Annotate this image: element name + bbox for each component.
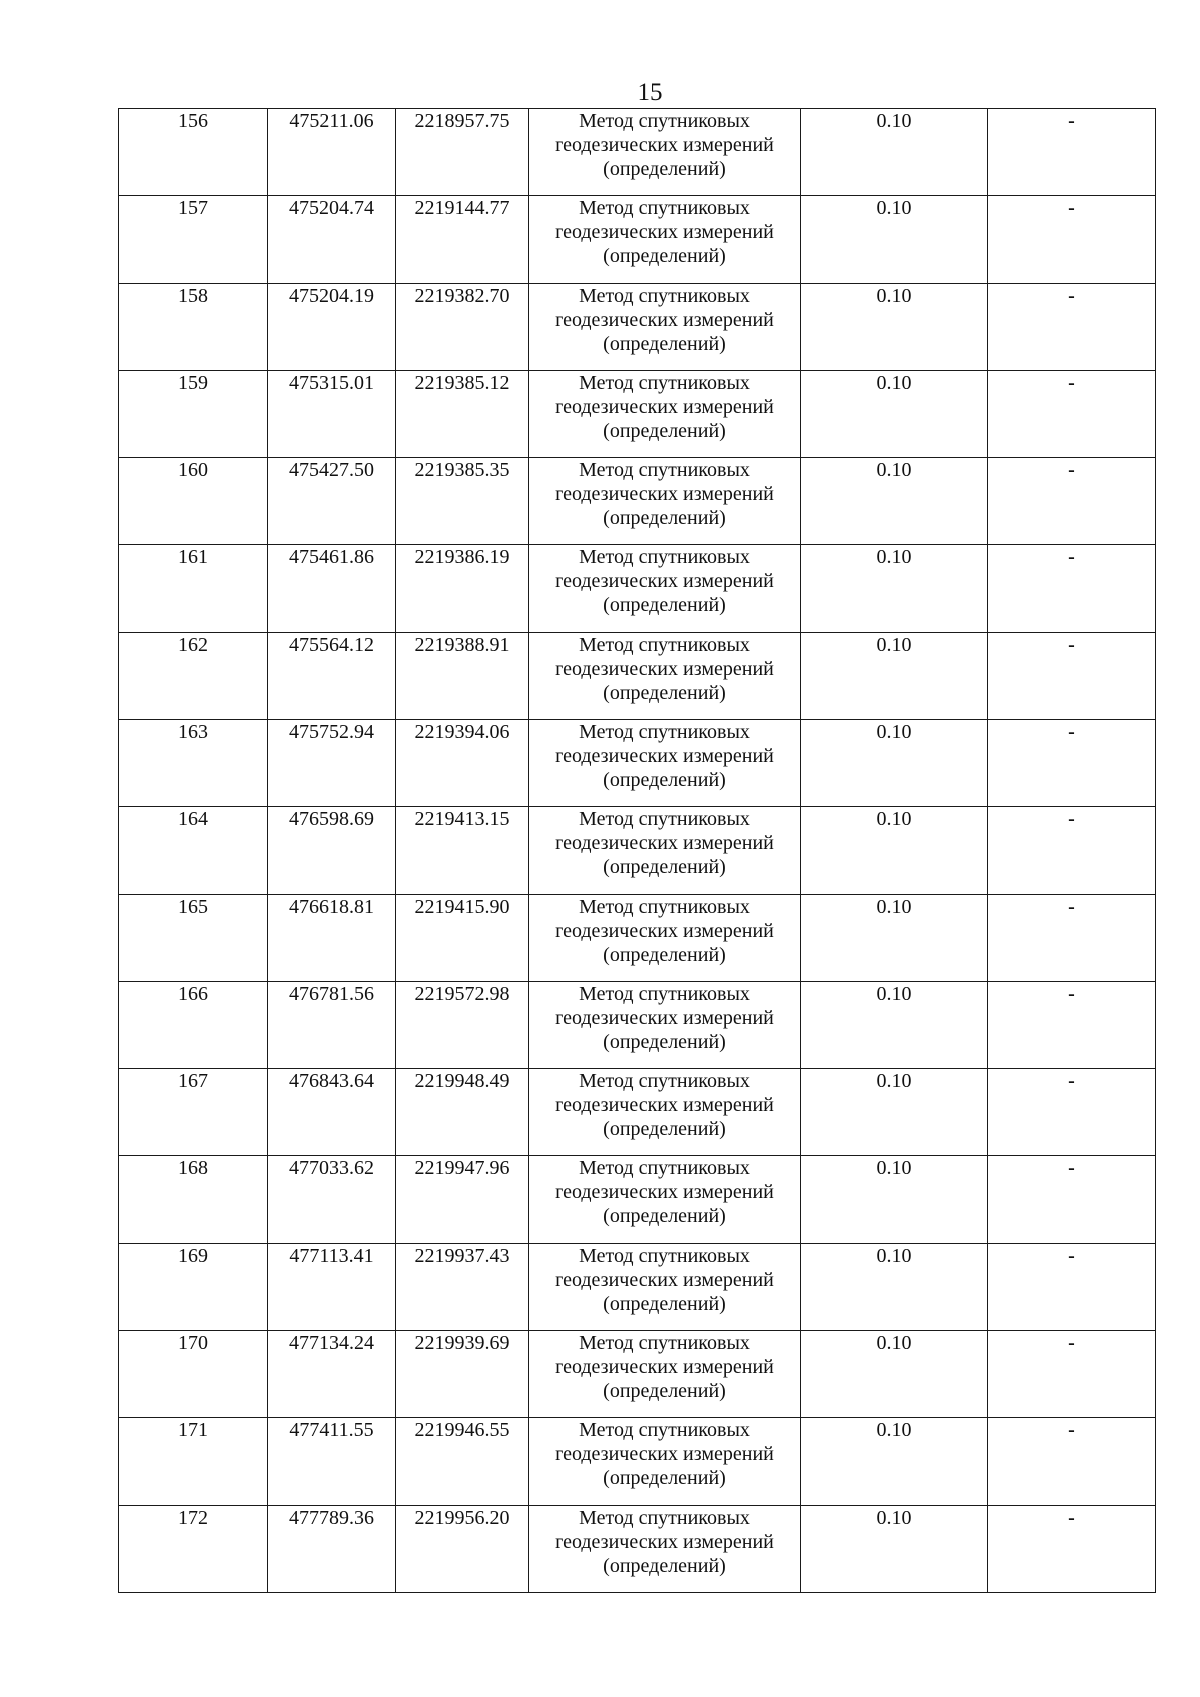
method-text-line: Метод спутниковых xyxy=(579,1419,750,1442)
method-text-line: Метод спутниковых xyxy=(579,808,750,831)
method-text-line: Метод спутниковых xyxy=(579,1070,750,1093)
y-coordinate-cell: 2219572.98 xyxy=(396,981,529,1068)
note-cell: - xyxy=(988,458,1156,545)
method-cell xyxy=(529,981,801,1068)
method-text-line: геодезических измерений xyxy=(555,570,774,593)
accuracy-cell: 0.10 xyxy=(801,109,988,196)
method-cell xyxy=(529,283,801,370)
note-cell: - xyxy=(988,1243,1156,1330)
point-number-cell: 160 xyxy=(119,458,268,545)
accuracy-cell: 0.10 xyxy=(801,719,988,806)
accuracy-cell: 0.10 xyxy=(801,1243,988,1330)
method-cell xyxy=(529,109,801,196)
x-coordinate-cell: 477789.36 xyxy=(268,1505,396,1593)
method-text-line: геодезических измерений xyxy=(555,1006,774,1029)
point-number-cell: 165 xyxy=(119,894,268,981)
note-cell: - xyxy=(988,1069,1156,1156)
method-cell xyxy=(529,196,801,283)
table-body xyxy=(119,109,1156,1593)
y-coordinate-cell: 2219413.15 xyxy=(396,807,529,894)
point-number-cell: 164 xyxy=(119,807,268,894)
method-text-line: Метод спутниковых xyxy=(579,110,750,132)
y-coordinate-cell: 2219956.20 xyxy=(396,1505,529,1593)
method-text-line: Метод спутниковых xyxy=(579,982,750,1005)
coordinates-table xyxy=(118,108,1156,1593)
method-text-line: геодезических измерений xyxy=(555,308,774,331)
point-number-cell: 166 xyxy=(119,981,268,1068)
note-cell: - xyxy=(988,1156,1156,1243)
x-coordinate-cell: 477411.55 xyxy=(268,1418,396,1505)
method-text-line: Метод спутниковых xyxy=(579,1506,750,1529)
accuracy-cell: 0.10 xyxy=(801,458,988,545)
method-cell xyxy=(529,1243,801,1330)
table-row xyxy=(119,458,1156,545)
method-text-line: геодезических измерений xyxy=(555,919,774,942)
point-number-cell: 169 xyxy=(119,1243,268,1330)
method-cell xyxy=(529,632,801,719)
table-row xyxy=(119,283,1156,370)
table-row xyxy=(119,109,1156,196)
x-coordinate-cell: 475204.74 xyxy=(268,196,396,283)
table-row xyxy=(119,719,1156,806)
table-row xyxy=(119,196,1156,283)
method-text-line: геодезических измерений xyxy=(555,395,774,418)
x-coordinate-cell: 475204.19 xyxy=(268,283,396,370)
method-text-line: геодезических измерений xyxy=(555,744,774,767)
method-text-line: (определений) xyxy=(603,594,726,617)
point-number-cell: 163 xyxy=(119,719,268,806)
point-number-cell: 168 xyxy=(119,1156,268,1243)
method-text-line: (определений) xyxy=(603,681,726,704)
note-cell: - xyxy=(988,981,1156,1068)
note-cell: - xyxy=(988,894,1156,981)
method-cell xyxy=(529,1069,801,1156)
accuracy-cell: 0.10 xyxy=(801,283,988,370)
y-coordinate-cell: 2219946.55 xyxy=(396,1418,529,1505)
accuracy-cell: 0.10 xyxy=(801,1330,988,1417)
method-cell xyxy=(529,1156,801,1243)
method-text-line: (определений) xyxy=(603,768,726,791)
note-cell: - xyxy=(988,1418,1156,1505)
note-cell: - xyxy=(988,283,1156,370)
note-cell: - xyxy=(988,545,1156,632)
method-text-line: (определений) xyxy=(603,332,726,355)
table-row xyxy=(119,981,1156,1068)
point-number-cell: 167 xyxy=(119,1069,268,1156)
note-cell: - xyxy=(988,196,1156,283)
method-cell xyxy=(529,894,801,981)
y-coordinate-cell: 2219939.69 xyxy=(396,1330,529,1417)
point-number-cell: 158 xyxy=(119,283,268,370)
table-row xyxy=(119,1156,1156,1243)
method-text-line: (определений) xyxy=(603,419,726,442)
method-text-line: геодезических измерений xyxy=(555,1355,774,1378)
note-cell: - xyxy=(988,1505,1156,1593)
x-coordinate-cell: 477134.24 xyxy=(268,1330,396,1417)
method-text-line: (определений) xyxy=(603,1118,726,1141)
table-row xyxy=(119,894,1156,981)
accuracy-cell: 0.10 xyxy=(801,1505,988,1593)
method-text-line: геодезических измерений xyxy=(555,483,774,506)
point-number-cell: 157 xyxy=(119,196,268,283)
y-coordinate-cell: 2218957.75 xyxy=(396,109,529,196)
method-cell xyxy=(529,370,801,457)
y-coordinate-cell: 2219415.90 xyxy=(396,894,529,981)
page-number: 15 xyxy=(637,79,663,106)
method-text-line: геодезических измерений xyxy=(555,657,774,680)
accuracy-cell: 0.10 xyxy=(801,196,988,283)
table-row xyxy=(119,1505,1156,1593)
note-cell: - xyxy=(988,632,1156,719)
point-number-cell: 172 xyxy=(119,1505,268,1593)
note-cell: - xyxy=(988,719,1156,806)
table-row xyxy=(119,1243,1156,1330)
table-row xyxy=(119,807,1156,894)
accuracy-cell: 0.10 xyxy=(801,807,988,894)
method-text-line: (определений) xyxy=(603,1467,726,1490)
y-coordinate-cell: 2219948.49 xyxy=(396,1069,529,1156)
method-text-line: Метод спутниковых xyxy=(579,371,750,394)
x-coordinate-cell: 476618.81 xyxy=(268,894,396,981)
method-text-line: геодезических измерений xyxy=(555,1181,774,1204)
method-text-line: (определений) xyxy=(603,1379,726,1402)
note-cell: - xyxy=(988,370,1156,457)
accuracy-cell: 0.10 xyxy=(801,1418,988,1505)
method-cell xyxy=(529,807,801,894)
method-text-line: Метод спутниковых xyxy=(579,284,750,307)
method-text-line: Метод спутниковых xyxy=(579,1331,750,1354)
y-coordinate-cell: 2219385.35 xyxy=(396,458,529,545)
method-text-line: геодезических измерений xyxy=(555,134,774,156)
y-coordinate-cell: 2219937.43 xyxy=(396,1243,529,1330)
y-coordinate-cell: 2219947.96 xyxy=(396,1156,529,1243)
method-text-line: (определений) xyxy=(603,245,726,268)
method-text-line: геодезических измерений xyxy=(555,221,774,244)
accuracy-cell: 0.10 xyxy=(801,545,988,632)
method-text-line: геодезических измерений xyxy=(555,1530,774,1553)
method-text-line: (определений) xyxy=(603,1205,726,1228)
y-coordinate-cell: 2219386.19 xyxy=(396,545,529,632)
accuracy-cell: 0.10 xyxy=(801,1069,988,1156)
point-number-cell: 159 xyxy=(119,370,268,457)
x-coordinate-cell: 477113.41 xyxy=(268,1243,396,1330)
coordinates-table-container xyxy=(118,108,1155,1593)
method-cell xyxy=(529,719,801,806)
table-row xyxy=(119,370,1156,457)
x-coordinate-cell: 475752.94 xyxy=(268,719,396,806)
note-cell: - xyxy=(988,109,1156,196)
y-coordinate-cell: 2219144.77 xyxy=(396,196,529,283)
accuracy-cell: 0.10 xyxy=(801,1156,988,1243)
method-text-line: (определений) xyxy=(603,943,726,966)
method-text-line: Метод спутниковых xyxy=(579,459,750,482)
method-text-line: Метод спутниковых xyxy=(579,1244,750,1267)
note-cell: - xyxy=(988,1330,1156,1417)
method-text-line: (определений) xyxy=(603,1030,726,1053)
x-coordinate-cell: 475211.06 xyxy=(268,109,396,196)
x-coordinate-cell: 476843.64 xyxy=(268,1069,396,1156)
accuracy-cell: 0.10 xyxy=(801,894,988,981)
point-number-cell: 162 xyxy=(119,632,268,719)
table-row xyxy=(119,1330,1156,1417)
method-cell xyxy=(529,1505,801,1593)
accuracy-cell: 0.10 xyxy=(801,632,988,719)
method-text-line: (определений) xyxy=(603,856,726,879)
accuracy-cell: 0.10 xyxy=(801,981,988,1068)
method-text-line: (определений) xyxy=(603,1292,726,1315)
x-coordinate-cell: 477033.62 xyxy=(268,1156,396,1243)
x-coordinate-cell: 475315.01 xyxy=(268,370,396,457)
method-text-line: Метод спутниковых xyxy=(579,546,750,569)
accuracy-cell: 0.10 xyxy=(801,370,988,457)
method-cell xyxy=(529,1418,801,1505)
method-cell xyxy=(529,1330,801,1417)
method-text-line: Метод спутниковых xyxy=(579,720,750,743)
x-coordinate-cell: 475564.12 xyxy=(268,632,396,719)
y-coordinate-cell: 2219394.06 xyxy=(396,719,529,806)
note-cell: - xyxy=(988,807,1156,894)
method-cell xyxy=(529,545,801,632)
method-text-line: (определений) xyxy=(603,507,726,530)
method-text-line: геодезических измерений xyxy=(555,1268,774,1291)
method-text-line: (определений) xyxy=(603,158,726,180)
y-coordinate-cell: 2219388.91 xyxy=(396,632,529,719)
table-row xyxy=(119,545,1156,632)
x-coordinate-cell: 475427.50 xyxy=(268,458,396,545)
method-text-line: геодезических измерений xyxy=(555,1094,774,1117)
table-row xyxy=(119,1069,1156,1156)
method-text-line: Метод спутниковых xyxy=(579,197,750,220)
y-coordinate-cell: 2219385.12 xyxy=(396,370,529,457)
method-text-line: Метод спутниковых xyxy=(579,895,750,918)
point-number-cell: 171 xyxy=(119,1418,268,1505)
method-text-line: геодезических измерений xyxy=(555,832,774,855)
point-number-cell: 170 xyxy=(119,1330,268,1417)
point-number-cell: 161 xyxy=(119,545,268,632)
table-row xyxy=(119,632,1156,719)
x-coordinate-cell: 476598.69 xyxy=(268,807,396,894)
method-cell xyxy=(529,458,801,545)
method-text-line: (определений) xyxy=(603,1554,726,1577)
x-coordinate-cell: 476781.56 xyxy=(268,981,396,1068)
method-text-line: Метод спутниковых xyxy=(579,1157,750,1180)
method-text-line: Метод спутниковых xyxy=(579,633,750,656)
x-coordinate-cell: 475461.86 xyxy=(268,545,396,632)
table-row xyxy=(119,1418,1156,1505)
point-number-cell: 156 xyxy=(119,109,268,196)
method-text-line: геодезических измерений xyxy=(555,1443,774,1466)
y-coordinate-cell: 2219382.70 xyxy=(396,283,529,370)
